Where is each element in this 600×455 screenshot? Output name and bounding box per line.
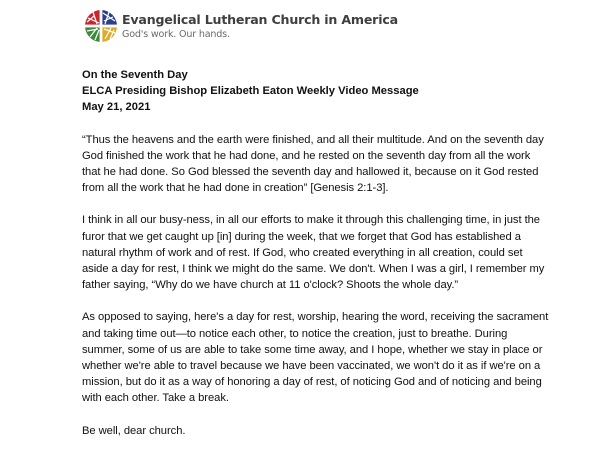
document-title: On the Seventh Day xyxy=(82,69,188,81)
paragraph-line: summer, some of us are able to take some time away, and I hope, whether we stay in place or xyxy=(82,343,543,356)
paragraph-line: furor that we get caught up [in] during the week, that we forget that God has established a xyxy=(82,230,521,243)
paragraph-busyness xyxy=(82,212,552,293)
paragraph-line: natural rhythm of work and of rest. If God, who created everything in all creation, could set xyxy=(82,246,523,259)
paragraph-line: father saying, “Why do we have church at 11 o'clock? Shoots the whole day.” xyxy=(82,279,459,292)
paragraph-line: I think in all our busy-ness, in all our efforts to make it through this challenging time, in just the xyxy=(82,214,540,227)
brand-name: Evangelical Lutheran Church in America xyxy=(122,12,398,28)
paragraph-line: whether we're able to travel because we have been vaccinated, we won't do it as if we're on a xyxy=(82,360,541,373)
elca-cross-logo-icon xyxy=(84,9,118,43)
paragraph-closing xyxy=(82,423,552,439)
paragraph-line: “Thus the heavens and the earth were finished, and all their multitude. And on the seventh day xyxy=(82,133,544,146)
brand-block xyxy=(122,12,398,39)
paragraph-line: aside a day for rest, I think we might do the same. We don't. When I was a girl, I remember my xyxy=(82,263,545,276)
paragraph-line: mission, but do it as a way of honoring a day of rest, of noticing God and of noticing and being xyxy=(82,376,542,389)
document-body xyxy=(82,67,552,455)
paragraph-line: God finished the work that he had done, and he rested on the seventh day from all the work xyxy=(82,149,531,162)
document-date: May 21, 2021 xyxy=(82,101,151,114)
paragraph-line: and taking time out—to notice each other, to notice the creation, just to breathe. During xyxy=(82,327,508,340)
paragraph-line: that he had done. So God blessed the seventh day and hallowed it, because on it God rested xyxy=(82,166,539,179)
paragraph-line: As opposed to saying, here's a day for rest, worship, hearing the word, receiving the sacrament xyxy=(82,311,549,324)
paragraph-line: Be well, dear church. xyxy=(82,424,186,437)
paragraph-line: from all the work that he had done in creation” [Genesis 2:1-3]. xyxy=(82,182,389,195)
brand-tagline: God's work. Our hands. xyxy=(122,29,230,40)
document-subtitle: ELCA Presiding Bishop Elizabeth Eaton Weekly Video Message xyxy=(82,85,419,98)
paragraph-scripture xyxy=(82,132,552,197)
document-heading xyxy=(82,67,552,116)
paragraph-rest xyxy=(82,309,552,406)
letterhead xyxy=(84,9,398,43)
paragraph-line: with each other. Take a break. xyxy=(82,392,229,405)
